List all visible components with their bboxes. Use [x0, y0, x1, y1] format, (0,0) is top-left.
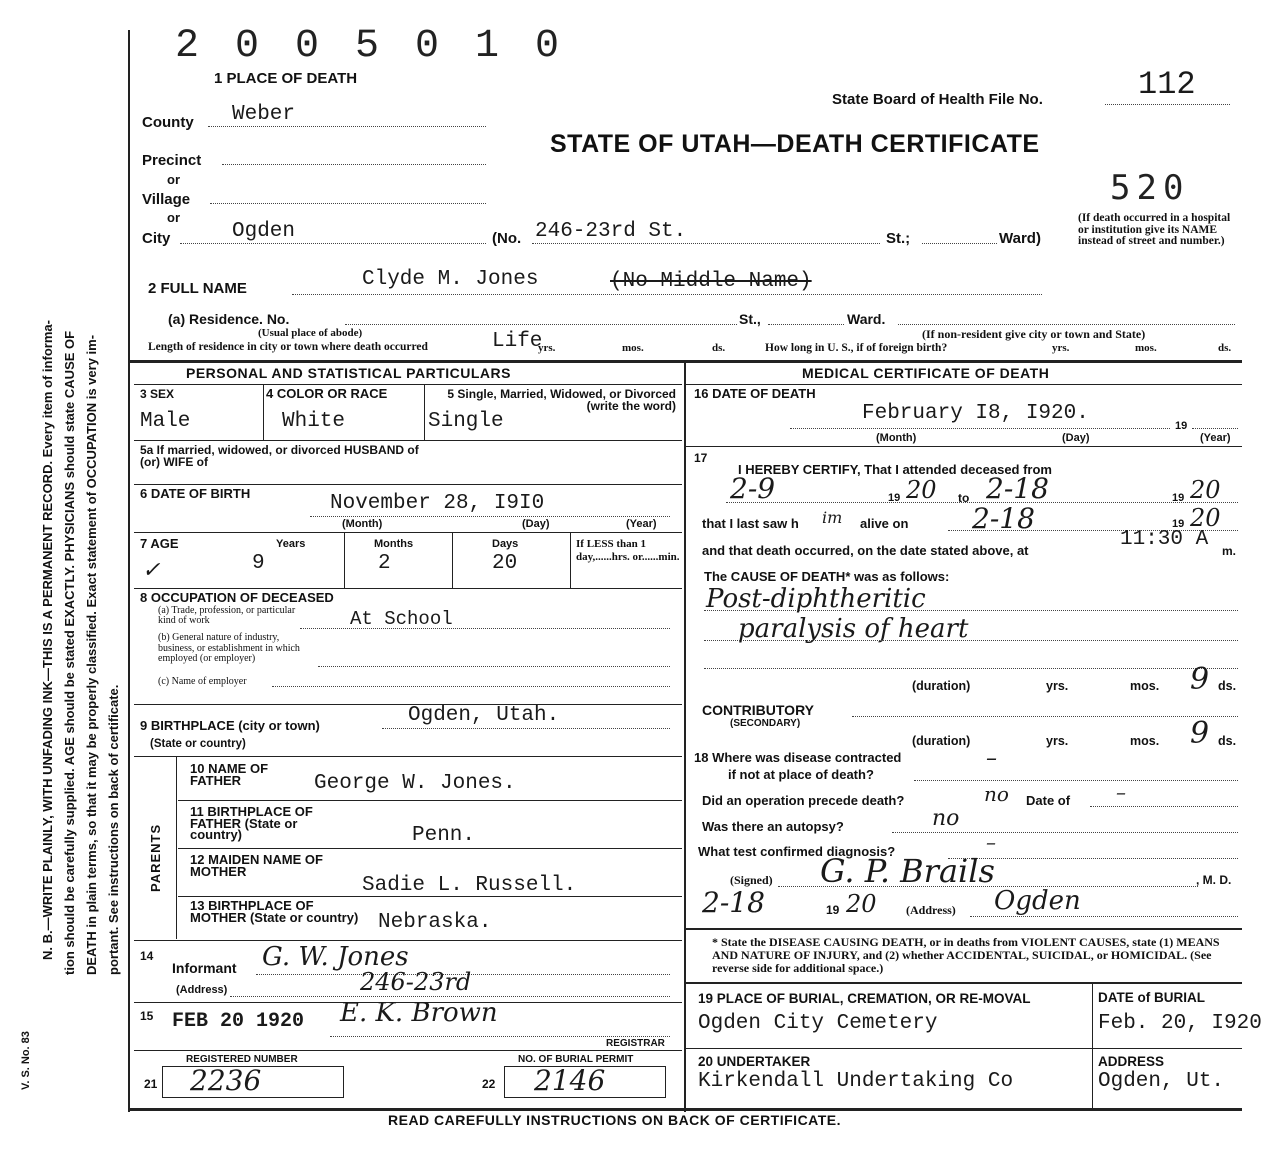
residence-label: (a) Residence. No. — [168, 311, 290, 327]
cause-duration-yrs: yrs. — [1046, 679, 1069, 693]
birthplace-label: 9 BIRTHPLACE (city or town) — [140, 718, 320, 733]
disease-contracted-label: 18 Where was disease contracted — [694, 750, 902, 765]
cause-of-death-label: The CAUSE OF DEATH* was as follows: — [704, 569, 950, 584]
in-us-label: How long in U. S., if of foreign birth? — [765, 342, 948, 354]
from-year-prefix: 19 — [888, 492, 901, 504]
place-of-death-label: 1 PLACE OF DEATH — [214, 70, 358, 87]
last-saw-text: that I last saw h — [702, 516, 799, 531]
undertaker-value: Kirkendall Undertaking Co — [698, 1070, 1014, 1093]
contrib-duration-days: 9 — [1190, 716, 1210, 751]
dob-label: 6 DATE OF BIRTH — [140, 486, 251, 501]
medical-section-title: MEDICAL CERTIFICATE OF DEATH — [802, 365, 1050, 381]
burial-date-value: Feb. 20, I920 — [1098, 1012, 1262, 1035]
operation-date-value: – — [1116, 780, 1126, 804]
burial-place-label: 19 PLACE OF BURIAL, CREMATION, OR RE-MOVAL — [698, 991, 1031, 1006]
autopsy-value: no — [932, 806, 960, 831]
age-months-value: 2 — [378, 552, 391, 575]
father-birthplace-label: 11 BIRTHPLACE OF FATHER (State or country) — [190, 804, 313, 842]
death-occurred-text: and that death occurred, on the date stated above, at — [702, 543, 1029, 558]
precinct-label: Precinct — [142, 152, 202, 169]
signature-address-label: (Address) — [906, 903, 956, 917]
last-saw-him: im — [822, 508, 843, 527]
cause-duration-ds: ds. — [1218, 679, 1237, 693]
sidebar-instructions-4: portant. See instructions on back of certificate. — [106, 684, 121, 975]
frame-divider-top — [130, 360, 1242, 363]
parents-label: PARENTS — [148, 823, 163, 892]
registered-number-label: REGISTERED NUMBER — [186, 1054, 298, 1065]
mother-name-label: 12 MAIDEN NAME OF MOTHER — [190, 852, 323, 879]
mother-name-value: Sadie L. Russell. — [362, 874, 577, 897]
residence-st-label: St., — [739, 311, 761, 327]
filed-date-stamp: FEB 20 1920 — [172, 1010, 305, 1033]
autopsy-label: Was there an autopsy? — [702, 819, 844, 834]
age-if-less-label: If LESS than 1 day,......hrs. or......min. — [576, 538, 680, 563]
us-yrs-label: yrs. — [1052, 342, 1070, 354]
footer-instructions: READ CAREFULLY INSTRUCTIONS ON BACK OF CERTIFICATE. — [388, 1112, 842, 1128]
full-name-struck: (No Middle Name) — [610, 270, 812, 293]
registrar-signature: E. K. Brown — [340, 998, 498, 1028]
date-of-death-value: February I8, I920. — [862, 402, 1089, 425]
marital-value: Single — [428, 410, 504, 433]
age-days-label: Days — [492, 538, 519, 550]
signature-year: 20 — [846, 890, 877, 918]
signature-year-prefix: 19 — [826, 903, 840, 917]
test-label: What test confirmed diagnosis? — [698, 844, 896, 859]
dob-month-label: (Month) — [342, 518, 383, 530]
father-birthplace-value: Penn. — [412, 824, 476, 847]
md-label: , M. D. — [1196, 873, 1232, 887]
contrib-duration-label: (duration) — [912, 734, 971, 748]
age-label: 7 AGE — [140, 536, 179, 551]
occupation-c-label: (c) Name of employer — [158, 676, 247, 687]
cause-of-death-line-1: Post-diphtheritic — [706, 584, 926, 614]
cause-of-death-line-2: paralysis of heart — [738, 614, 969, 644]
registered-number-prefix: 21 — [144, 1077, 158, 1091]
cause-duration-label: (duration) — [912, 679, 971, 693]
ward-number: 520 — [1110, 168, 1190, 208]
to-year-prefix: 19 — [1172, 492, 1185, 504]
certify-text: I HEREBY CERTIFY, That I attended deceased from — [738, 462, 1052, 477]
attended-to-date: 2-18 — [986, 472, 1049, 505]
operation-label: Did an operation precede death? — [702, 793, 905, 808]
informant-label: Informant — [172, 960, 237, 976]
burial-permit-value: 2146 — [534, 1064, 606, 1097]
length-residence-label: Length of residence in city or town where death occurred — [148, 341, 428, 353]
registered-number-value: 2236 — [190, 1064, 262, 1097]
form-number: V. S. No. 83 — [20, 1031, 32, 1090]
signature-date: 2-18 — [702, 886, 765, 919]
attended-to-year: 20 — [1190, 476, 1221, 504]
dob-day-label: (Day) — [522, 518, 550, 530]
occupation-b-label: (b) General nature of industry, business, or establishment in which employed (or employer) — [158, 632, 300, 664]
secondary-label: (SECONDARY) — [730, 718, 801, 729]
file-no-value: 112 — [1138, 66, 1196, 103]
residence-ward-label: Ward. — [847, 311, 886, 327]
alive-on-label: alive on — [860, 516, 909, 531]
death-time-value: 11:30 A — [1120, 528, 1209, 551]
contrib-duration-ds: ds. — [1218, 734, 1237, 748]
registrar-label: REGISTRAR — [606, 1038, 665, 1049]
frame-bottom — [130, 1108, 1242, 1111]
street-value: 246-23rd St. — [535, 220, 687, 243]
attended-to-label: to — [958, 491, 970, 505]
saw-year-prefix: 19 — [1172, 518, 1185, 530]
cause-duration-days: 9 — [1190, 662, 1210, 697]
cause-duration-mos: mos. — [1130, 679, 1160, 693]
mother-birthplace-value: Nebraska. — [378, 911, 492, 934]
sidebar-instructions-1: N. B.—WRITE PLAINLY, WITH UNFADING INK—THIS IS A PERMANENT RECORD. Every item of informa- — [40, 320, 55, 960]
attended-from-year: 20 — [906, 476, 937, 504]
sex-label: 3 SEX — [140, 387, 175, 401]
death-day-label: (Day) — [1062, 432, 1090, 444]
undertaker-label: 20 UNDERTAKER — [698, 1054, 811, 1069]
date-of-death-label: 16 DATE OF DEATH — [694, 386, 816, 401]
city-value: Ogden — [232, 220, 296, 243]
spouse-label: 5a If married, widowed, or divorced HUSBAND of (or) WIFE of — [140, 443, 419, 469]
county-value: Weber — [232, 103, 296, 126]
last-saw-date: 2-18 — [972, 502, 1035, 535]
disease-contracted-value: – — [986, 746, 997, 771]
operation-date-label: Date of — [1026, 793, 1071, 808]
res-mos-label: mos. — [622, 342, 644, 354]
county-label: County — [142, 114, 194, 131]
dob-value: November 28, I9I0 — [330, 492, 545, 515]
attended-from-date: 2-9 — [730, 472, 776, 505]
death-month-label: (Month) — [876, 432, 917, 444]
street-st-label: St.; — [886, 230, 911, 247]
father-name-value: George W. Jones. — [314, 772, 516, 795]
item-17-number: 17 — [694, 451, 708, 465]
color-value: White — [282, 410, 346, 433]
disease-contracted-sub: if not at place of death? — [728, 767, 874, 782]
res-yrs-label: yrs. — [538, 342, 556, 354]
burial-date-label: DATE of BURIAL — [1098, 990, 1205, 1005]
death-year-prefix: 19 — [1175, 420, 1188, 432]
res-ds-label: ds. — [712, 342, 726, 354]
certificate-stamp-number: 2 0 0 5 0 1 0 — [175, 24, 566, 69]
father-name-label: 10 NAME OF FATHER — [190, 761, 269, 788]
age-checkmark: ✓ — [142, 558, 161, 583]
age-years-value: 9 — [252, 552, 265, 575]
hospital-note: (If death occurred in a hospital or institution give its NAME instead of street and number.) — [1078, 212, 1231, 247]
last-saw-year: 20 — [1190, 504, 1221, 532]
burial-permit-label: NO. OF BURIAL PERMIT — [518, 1054, 634, 1065]
file-no-label: State Board of Health File No. — [832, 91, 1043, 108]
or-text-1: or — [167, 172, 180, 187]
birthplace-value: Ogden, Utah. — [408, 704, 560, 727]
informant-item-number: 14 — [140, 949, 154, 963]
frame-middle — [684, 362, 686, 1112]
physician-signature: G. P. Brails — [820, 852, 995, 890]
contrib-duration-yrs: yrs. — [1046, 734, 1069, 748]
death-time-m: m. — [1222, 544, 1237, 558]
burial-permit-prefix: 22 — [482, 1077, 496, 1091]
contrib-duration-mos: mos. — [1130, 734, 1160, 748]
informant-signature: G. W. Jones — [262, 942, 409, 972]
filed-item-number: 15 — [140, 1009, 154, 1023]
undertaker-address-label: ADDRESS — [1098, 1054, 1165, 1069]
usual-abode-note: (Usual place of abode) — [258, 327, 363, 339]
operation-value: no — [984, 782, 1009, 806]
burial-place-value: Ogden City Cemetery — [698, 1012, 938, 1035]
age-months-label: Months — [374, 538, 414, 550]
personal-section-title: PERSONAL AND STATISTICAL PARTICULARS — [186, 365, 511, 381]
us-mos-label: mos. — [1135, 342, 1157, 354]
birthplace-sub-label: (State or country) — [150, 738, 246, 750]
death-year-label: (Year) — [1200, 432, 1231, 444]
age-years-label: Years — [276, 538, 306, 550]
sex-value: Male — [140, 410, 191, 433]
or-text-2: or — [167, 210, 180, 225]
undertaker-address-value: Ogden, Ut. — [1098, 1070, 1225, 1093]
length-residence-value: Life — [492, 330, 543, 353]
signature-address-value: Ogden — [994, 886, 1081, 916]
frame-left — [128, 30, 130, 1112]
occupation-value: At School — [350, 608, 453, 630]
sidebar-instructions-2: tion should be carefully supplied. AGE should be stated EXACTLY. PHYSICIANS should state CAUSE OF — [62, 330, 77, 975]
cause-footnote: * State the DISEASE CAUSING DEATH, or in deaths from VIOLENT CAUSES, state (1) MEANS AND NATURE OF INJURY, and (2) whether ACCIDENTAL, SUICIDAL, or HOMICIDAL. (See reverse side for additional space.) — [712, 935, 1220, 975]
age-days-value: 20 — [492, 552, 518, 575]
village-label: Village — [142, 191, 191, 208]
occupation-a-label: (a) Trade, profession, or particular kind of work — [158, 605, 296, 626]
informant-address-value: 246-23rd — [360, 968, 472, 996]
city-label: City — [142, 230, 171, 247]
color-label: 4 COLOR OR RACE — [266, 386, 388, 401]
full-name-value: Clyde M. Jones — [362, 268, 539, 291]
test-value: – — [986, 830, 996, 854]
nonresident-note: (If non-resident give city or town and State) — [922, 327, 1146, 341]
dob-year-label: (Year) — [626, 518, 657, 530]
mother-birthplace-label: 13 BIRTHPLACE OF MOTHER (State or country) — [190, 898, 359, 925]
street-no-label: (No. — [492, 230, 522, 247]
signed-label: (Signed) — [730, 873, 773, 887]
full-name-label: 2 FULL NAME — [148, 280, 247, 297]
certificate-title: STATE OF UTAH—DEATH CERTIFICATE — [550, 130, 1040, 158]
sidebar-instructions-3: DEATH in plain terms, so that it may be properly classified. Exact statement of OCCUPATION is very im- — [84, 334, 99, 975]
marital-label: 5 Single, Married, Widowed, or Divorced (write the word) — [447, 387, 676, 413]
informant-address-label: (Address) — [176, 984, 228, 996]
contributory-label: CONTRIBUTORY — [702, 702, 814, 718]
ward-label: Ward) — [999, 230, 1041, 247]
us-ds-label: ds. — [1218, 342, 1232, 354]
occupation-label: 8 OCCUPATION OF DECEASED — [140, 590, 334, 605]
